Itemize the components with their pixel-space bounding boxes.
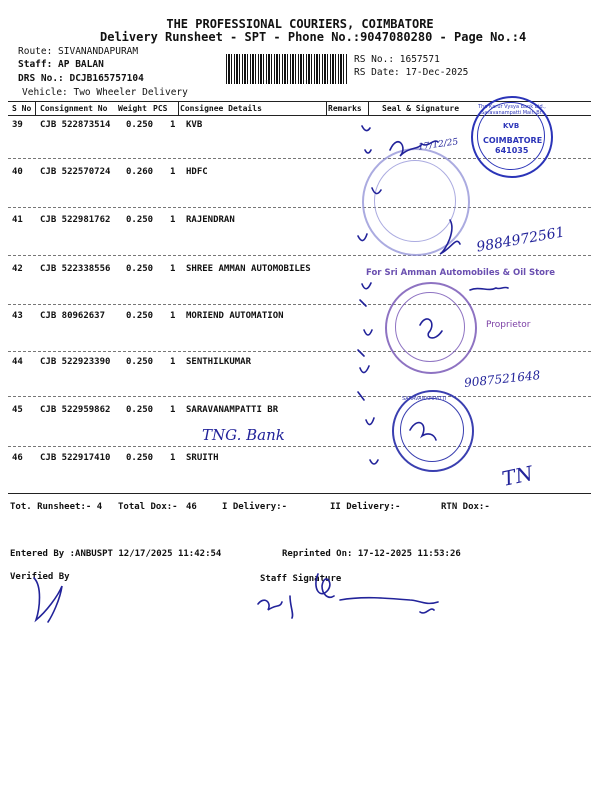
row-42-signature [470, 287, 508, 290]
row-pcs: 1 [170, 311, 176, 321]
amman-stamp-role: Proprietor [486, 320, 531, 330]
rs-number: RS No.: 1657571 [354, 54, 440, 65]
row-43-signature [420, 319, 442, 338]
row-sno: 40 [12, 167, 23, 177]
bank-seal-logo: KVB [503, 122, 520, 130]
column-header-pcs: PCS [153, 104, 168, 113]
row-consignee: KVB [186, 120, 203, 130]
row-pcs: 1 [170, 405, 176, 415]
remark-mark-row-40 [372, 188, 381, 194]
route-text: Route: SIVANANDAPURAM [18, 46, 139, 57]
row-consignee: SRUITH [186, 453, 219, 463]
row-39-signature [390, 141, 438, 156]
row-sno: 39 [12, 120, 23, 130]
row-consignment-no: CJB 522917410 [40, 453, 111, 463]
handwritten-initials: TN [499, 461, 536, 491]
amman-stamp-label: For Sri Amman Automobiles & Oil Store [366, 268, 555, 278]
row-45-signature [410, 423, 436, 440]
row-consignment-no: CJB 522570724 [40, 167, 111, 177]
reprinted-on: Reprinted On: 17-12-2025 11:53:26 [282, 549, 461, 559]
row-pcs: 1 [170, 215, 176, 225]
row-weight: 0.250 [126, 405, 154, 415]
row-consignment-no: CJB 80962637 [40, 311, 106, 321]
total-runsheet: Tot. Runsheet:- 4 [10, 502, 103, 512]
column-header-consignee: Consignee Details [180, 104, 262, 113]
row-consignee: SENTHILKUMAR [186, 357, 252, 367]
row-consignment-no: CJB 522923390 [40, 357, 111, 367]
row-sno: 41 [12, 215, 23, 225]
remark-mark-row-41 [358, 234, 367, 241]
rtn-dox-label: RTN Dox:- [441, 502, 490, 512]
row-sno: 46 [12, 453, 23, 463]
document-title: THE PROFESSIONAL COURIERS, COIMBATORE [166, 17, 434, 31]
ii-delivery-label: II Delivery:- [330, 502, 401, 512]
row-consignment-no: CJB 522338556 [40, 264, 111, 274]
row-41-signature [440, 220, 460, 254]
row-consignment-no: CJB 522959862 [40, 405, 111, 415]
staff-signature [258, 574, 438, 618]
row-weight: 0.250 [126, 311, 154, 321]
row-sno: 42 [12, 264, 23, 274]
row-consignee: MORIEND AUTOMATION [186, 311, 284, 321]
row-weight: 0.260 [126, 167, 154, 177]
row-weight: 0.250 [126, 357, 154, 367]
i-delivery-label: I Delivery:- [222, 502, 288, 512]
staff-signature-label: Staff Signature [260, 574, 342, 584]
drs-number: DRS No.: DCJB165757104 [18, 73, 144, 84]
column-header-consignment: Consignment No [40, 104, 108, 113]
row-consignment-no: CJB 522981762 [40, 215, 111, 225]
verified-by-signature [34, 578, 62, 622]
column-header-weight: Weight [118, 104, 147, 113]
rs-date: RS Date: 17-Dec-2025 [354, 67, 469, 78]
total-dox-label: Total Dox:- [118, 502, 178, 512]
row-consignee: RAJENDRAN [186, 215, 235, 225]
column-header-remarks: Remarks [328, 104, 362, 113]
row-weight: 0.250 [126, 264, 154, 274]
remark-mark-row-44 [358, 366, 369, 400]
row-weight: 0.250 [126, 215, 154, 225]
row-consignee: SHREE AMMAN AUTOMOBILES [186, 264, 311, 274]
row-weight: 0.250 [126, 453, 154, 463]
handwritten-date: 17/12/25 [417, 137, 459, 153]
remark-mark-row-39 [362, 126, 371, 153]
row-weight: 0.250 [126, 120, 154, 130]
row-pcs: 1 [170, 167, 176, 177]
bank-seal-city: COIMBATORE [483, 136, 543, 145]
entered-by: Entered By :ANBUSPT 12/17/2025 11:42:54 [10, 549, 222, 559]
handwritten-tng-branch: TNG. Bank [202, 426, 285, 444]
total-dox-value: 46 [186, 502, 197, 512]
row-consignee: SARAVANAMPATTI BR [186, 405, 279, 415]
handwritten-phone-1: 9884972561 [475, 224, 566, 256]
row-sno: 44 [12, 357, 23, 367]
row-consignee: HDFC [186, 167, 208, 177]
vehicle-text: Vehicle: Two Wheeler Delivery [22, 87, 188, 98]
remark-mark-row-46 [370, 460, 378, 464]
staff-text: Staff: AP BALAN [18, 59, 104, 70]
verified-by-label: Verified By [10, 572, 70, 582]
column-header-seal-signature: Seal & Signature [382, 104, 460, 113]
document-subtitle: Delivery Runsheet - SPT - Phone No.:9047080280 - Page No.:4 [100, 30, 527, 44]
column-header-sno: S No [12, 104, 32, 113]
saravanampatti-stamp-text: SARAVANAMPATTI [402, 396, 447, 402]
row-pcs: 1 [170, 264, 176, 274]
row-sno: 45 [12, 405, 23, 415]
remark-mark-row-45 [366, 418, 374, 425]
bank-seal-pin: 641035 [495, 146, 529, 155]
remark-mark-row-43 [358, 330, 372, 356]
row-pcs: 1 [170, 357, 176, 367]
row-sno: 43 [12, 311, 23, 321]
bank-seal-outer-text: The Karur Vysya Bank Ltd., Saravanampatti Main Br. [478, 104, 546, 116]
row-pcs: 1 [170, 453, 176, 463]
row-consignment-no: CJB 522873514 [40, 120, 111, 130]
handwritten-phone-2: 9087521648 [463, 368, 541, 390]
row-pcs: 1 [170, 120, 176, 130]
remark-mark-row-42 [360, 283, 371, 306]
